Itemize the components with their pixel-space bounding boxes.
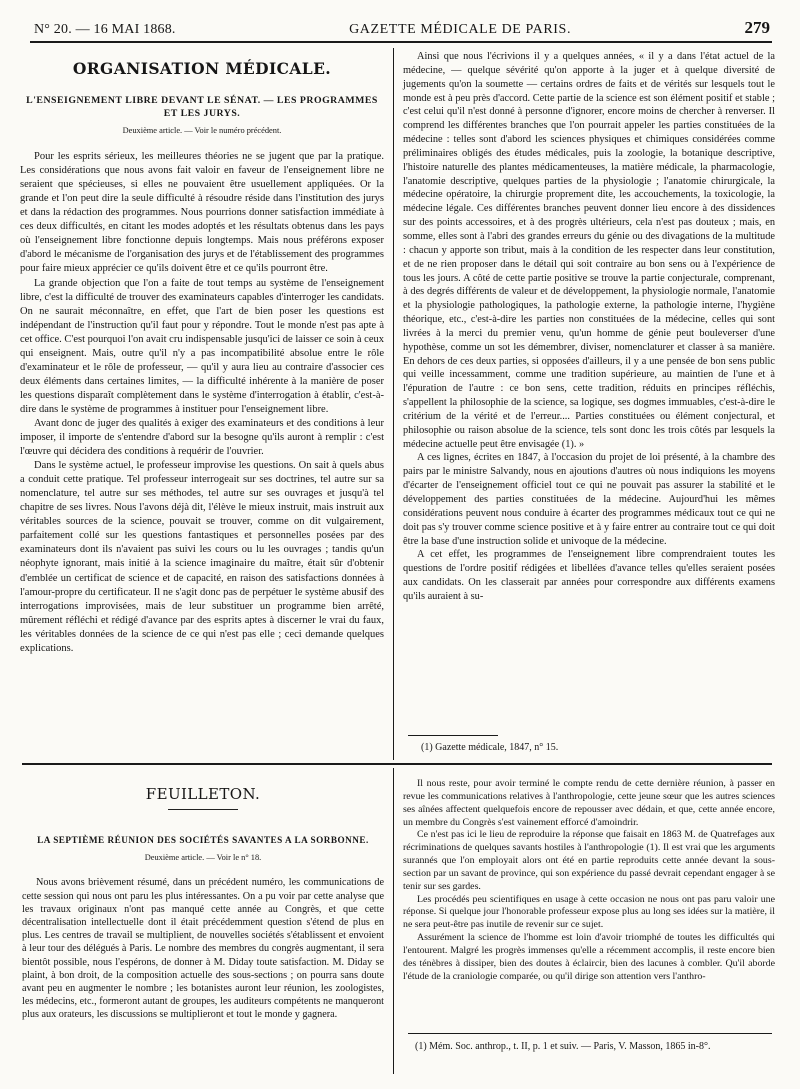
feuilleton-rule bbox=[22, 763, 772, 765]
feuilleton-title-rule bbox=[168, 809, 238, 810]
feuilleton-title: FEUILLETON. bbox=[145, 785, 261, 803]
header-rule bbox=[30, 41, 772, 43]
feuilleton-paragraph: Nous avons brièvement résumé, dans un précédent numéro, les communications de cette session qui nous ont paru les plus intéressantes. On a pu voir par cette analyse que les travaux originaux n'ont pas manqué cette année au Congrès, et que cette décentralisation intellectuelle dont il était précédemment question s'étend de plus en plus. Les centres de travail se multiplient, de nouvelles sociétés s'établissent et envoient à leur tour des délégués à Paris. Le nombre des membres du congrès augmentant, il sera bientôt possible, nous l'espérons, de donner à M. Diday toute satisfaction. M. Diday se plaint, à bon droit, de la composition actuelle des sous-sections ; on pourra sans doute avant peu en augmenter le nombre ; les botanistes auront leur réunion, les zoologistes, les médecins, etc., formeront autant de groupes, les auditeurs compétents ne manqueront plus aux orateurs, les discussions se multiplieront et tout le monde y gagnera. bbox=[22, 877, 384, 1021]
feuilleton-footnote: (1) Mém. Soc. anthrop., t. II, p. 1 et suiv. — Paris, V. Masson, 1865 in-8°. bbox=[415, 1041, 711, 1052]
issue-date: N° 20. — 16 MAI 1868. bbox=[34, 22, 176, 37]
article-paragraph: A ces lignes, écrites en 1847, à l'occasion du projet de loi présenté, à la chambre des pairs par le ministre Salvandy, nous en ajoutions d'autres où nous indiquions les moyens d'écarter de l'enseignement officiel tout ce qui ne pouvait pas assurer la stabilité et le développement des parties constituées de la médecine. Aujourd'hui les mêmes considérations peuvent nous conduire à écarter des programmes médicaux tout ce qui ne doit pas s'y trouver comme science positive et à y faire entrer au contraire tout ce qui doit être la base d'une instruction solide et univoque de la médecine. bbox=[403, 452, 775, 547]
feuilleton-paragraph: Les procédés peu scientifiques en usage à cette occasion ne nous ont pas paru valoir une réponse. Si quelque jour l'honorable professeur expose plus au long ses idées sur la matière, il ne sera peut-être pas inutile de revenir sur ce sujet. bbox=[403, 893, 775, 931]
page-number: 279 bbox=[744, 18, 770, 37]
feuilleton-footnote-block bbox=[403, 1040, 775, 1053]
feuilleton-subtitle: LA SEPTIÈME RÉUNION DES SOCIÉTÉS SAVANTES A LA SORBONNE. bbox=[37, 835, 369, 846]
feuilleton-paragraph: Ce n'est pas ici le lieu de reproduire la réponse que faisait en 1863 M. de Quatrefages aux récriminations de quelques savants hostiles à l'anthropologie (1). Il est vrai que les arguments surannés que l'on employait alors ont été en partie reproduits cette année devant la sous-section par un savant de province, qui son expérience du passé devrait cependant engager à se tenir sur ses gardes. bbox=[403, 829, 775, 892]
article-footnote-block bbox=[403, 741, 775, 755]
journal-title: GAZETTE MÉDICALE DE PARIS. bbox=[349, 22, 572, 37]
article-paragraph: Avant donc de juger des qualités à exiger des examinateurs et des conditions à leur imposer, il importe de s'entendre d'abord sur la besogne qu'ils auront à remplir : c'est l'œuvre qui décidera des conditions à requérir de l'ouvrier. bbox=[20, 417, 384, 458]
article-title: ORGANISATION MÉDICALE. bbox=[72, 59, 332, 78]
feuilleton-right-column bbox=[403, 778, 775, 984]
feuilleton-footnote-rule bbox=[408, 1033, 772, 1034]
article-paragraph: Dans le système actuel, le professeur improvise les questions. On sait à quels abus a conduit cette pratique. Tel professeur interrogeait sur ses doctrines, tel autre sur sa nomenclature, tel autre sur ses méthodes, tel autre sur ses ouvrages et jusqu'à tel chapitre de ses livres. Nous l'avons déjà dit, l'élève le mieux instruit, mais instruit aux véritables sources de la science, pouvait se trouver, comme on dit vulgairement, parfaitement collé sur les questions fantastiques et personnelles posées par des examinateurs dont ils n'avaient pas suivi les cours ou lu les ouvrages ; tandis qu'un néophyte ignorant, mais initié à la science imaginaire du maître, était sûr d'obtenir d'emblée un certificat de science et de capacité, en raison des satisfactions données à l'amour-propre du certificateur. Il ne s'agit donc pas de perpétuer le système abusif des interrogations improvisées, mais de leur substituer un programme bien arrêté, mûrement réfléchi et rédigé d'avance par des esprits aptes à discerner le vrai du faux, les véritables données de la science de ce qui n'est pas elle ; ceci demande quelques explications. bbox=[20, 460, 384, 654]
feuilleton-note: Deuxième article. — Voir le n° 18. bbox=[144, 853, 262, 863]
article-paragraph: A cet effet, les programmes de l'enseignement libre comprendraient toutes les questions de l'ordre positif rédigées et libellées d'avance telles qu'elles seraient posées aux candidats. On les classerait par années pour correspondre aux différents examens qu'ils auraient à su- bbox=[403, 549, 775, 602]
article-right-column bbox=[403, 50, 775, 604]
column-divider bbox=[393, 48, 394, 760]
article-footnote: (1) Gazette médicale, 1847, n° 15. bbox=[421, 742, 559, 753]
footnote-rule bbox=[408, 735, 498, 736]
article-paragraph: Pour les esprits sérieux, les meilleures théories ne se jugent que par la pratique. Les considérations que nous avons fait valoir en faveur de l'enseignement libre ne seraient que spécieuses, si elles ne pouvaient être usuellement appliquées. Or la grande et l'on peut dire la seule difficulté à résoudre réside dans l'institution des jurys et dans la rédaction des programmes. Nous pourrions donner satisfaction immédiate à ces deux difficultés, en citant les modes adoptés et les résultats obtenus dans les pays où l'enseignement libre fonctionne depuis longtemps. Mais nous préférons exposer d'abord le mécanisme de l'organisation des jurys et de l'établissement des programmes pour faire mieux apprécier ce qu'ils doivent être et ce qu'ils pourront être. bbox=[20, 151, 384, 275]
page-header bbox=[34, 18, 770, 38]
article-paragraph: La grande objection que l'on a faite de tout temps au système de l'enseignement libre, c'est la difficulté de trouver des examinateurs capables d'interroger les candidats. On ne saurait méconnaître, en effet, que l'art de bien poser les questions est indépendant de l'instruction qu'il faut pour y répondre. Tout le monde n'est pas apte à cet office. C'est pourquoi l'on avait cru indispensable jusqu'ici de laisser ce soin à ceux qui enseignent. Mais, outre qu'il n'y a pas incompatibilité absolue entre le rôle d'examinateur et le rôle de professeur, — qu'il y aura lieu au contraire d'associer ces deux éléments dans certaines limites, — la difficulté inhérente à la manière de poser les questions disparaît complètement dans le système d'interrogation à établir, c'est-à-dire dans le système de programmes à instituer pour l'enseignement libre. bbox=[20, 277, 384, 415]
article-left-column bbox=[20, 48, 384, 656]
article-subtitle: L'ENSEIGNEMENT LIBRE DEVANT LE SÉNAT. — LES PROGRAMMES ET LES JURYS. bbox=[26, 95, 378, 120]
feuilleton-column-divider bbox=[393, 768, 394, 1074]
article-paragraph: Ainsi que nous l'écrivions il y a quelques années, « il y a dans l'état actuel de la médecine, — quelque sévérité qu'on apporte à la juger et à quelque diversité de jugements qu'on la soumette — certains ordres de faits et de vérités sur lesquels tout le monde est à peu près d'accord. Cette partie de la science est son élément positif et stable ; c'est celui qu'il n'est donné à personne d'ignorer, encore moins de chercher à renverser. Il comprend les différentes branches que l'on pourrait appeler les parties constituées de la médecine : telles sont d'abord les sciences physiques et chimiques considérées comme préliminaires obligés des études médicales, puis la zoologie, la botanique descriptive, l'histoire naturelle des plantes médicamenteuses, la matière médicale, la pharmacologie, l'anatomie descriptive, quelques parties de la physiologie ; l'anatomie chirurgicale, la médecine opératoire, la chirurgie proprement dite, les accouchements, la toxicologie, la médecine légale. Ces différentes branches peuvent donner lieu encore à des dissidences sur des points accessoires, et à des progrès ultérieurs, cela n'est pas douteux ; mais, en somme, elles sont à l'abri des grandes erreurs du génie ou des divagations de la multitude : chacun y apporte son tribut, mais à la condition de les respecter dans leur constitution, et de ne rien proposer dans le détail qui soit contraire au bon sens ou à l'expérience de tous les jours. A côté de cette partie positive se trouve la partie conjecturale, comprenant, à des degrés différents de valeur et de développement, la physiologie normale, l'anatomie et la physiologie pathologiques, la pathologie externe, la pathologie interne, l'hygiène théorique, etc., c'est-à-dire les parties non constituées de la médecine, celles qui sont livrées à la merci du premier venu, qu'un homme de génie peut bouleverser d'une hypothèse, comme un sot les démembrer, diviser, nomenclaturer et classer à sa manière. En dehors de ces deux parties, si opposées d'ailleurs, il y a une pensée de bon sens public qui veille incessamment, comme une tradition supérieure, au maintien de l'une et à l'épuration de l'autre : ce bon sens, cette tradition, réduits en principes réfléchis, s'appellent la philosophie de la science, sa logique, ses dogmes immuables, c'est-à-dire le critérium de la vérité et de l'erreur.... Parties constituées ou élément conjectural, et philosophie ou raison absolue de la science, tels sont donc les trois côtés par lesquels la médecine actuelle peut être envisagée (1). » bbox=[403, 51, 775, 450]
feuilleton-left-column bbox=[22, 768, 384, 1022]
feuilleton-paragraph: Assurément la science de l'homme est loin d'avoir triomphé de toutes les difficultés qui l'entourent. Malgré les progrès immenses qu'elle a récemment accomplis, il reste encore bien des ténèbres à dissiper, bien des doutes à éclaircir, bien des lacunes à combler. Qu'il aborde l'étude de la craniologie comparée, ou qu'il dirige son attention vers l'anthro- bbox=[403, 932, 775, 982]
article-note: Deuxième article. — Voir le numéro précédent. bbox=[122, 126, 282, 136]
feuilleton-paragraph: Il nous reste, pour avoir terminé le compte rendu de cette dernière réunion, à passer en revue les communications relatives à l'anthropologie, cette jeune sœur que les autres sciences ses aînées affectent quelquefois encore de repousser avec dédain, et que, cette année encore, un membre du Congrès s'est vainement efforcé d'amoindrir. bbox=[403, 778, 775, 828]
